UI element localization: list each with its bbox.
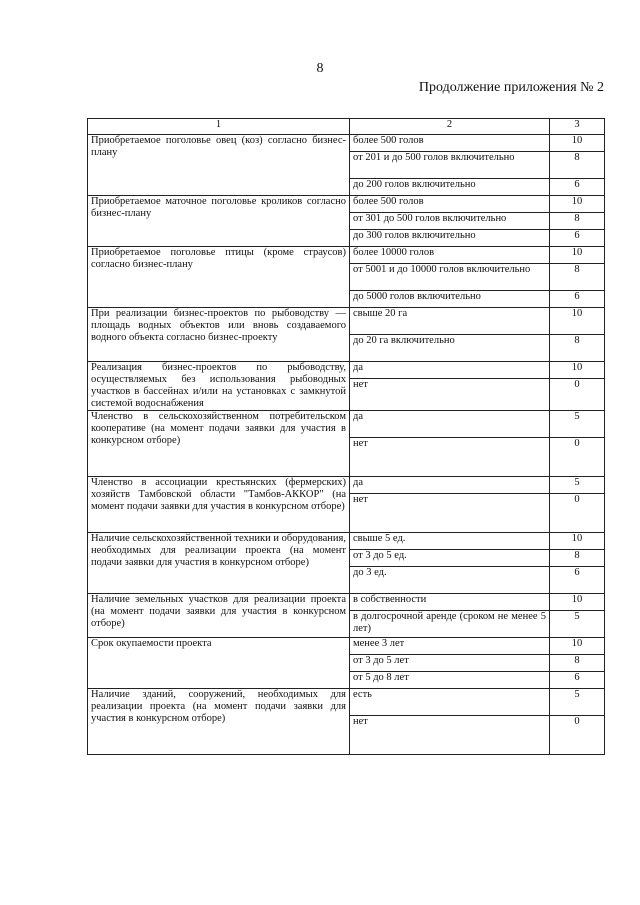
option-cell: от 5001 и до 10000 голов включительно [350,264,550,291]
option-cell: да [350,477,550,494]
points-cell: 6 [550,230,605,247]
option-cell: свыше 20 га [350,308,550,335]
points-cell: 10 [550,247,605,264]
points-cell: 6 [550,567,605,594]
criterion-cell: Членство в сельскохозяйственном потребительском кооперативе (на момент подачи заявки для участия в конкурсном отборе) [88,411,350,477]
option-cell: от 3 до 5 лет [350,655,550,672]
option-cell: до 200 голов включительно [350,179,550,196]
table-row [88,411,605,438]
criterion-cell: Наличие зданий, сооружений, необходимых для реализации проекта (на момент подачи заявки для участия в конкурсном отборе) [88,689,350,755]
points-cell: 10 [550,308,605,335]
points-cell: 8 [550,264,605,291]
appendix-continuation-label: Продолжение приложения № 2 [418,80,604,95]
points-cell: 8 [550,335,605,362]
option-cell: да [350,362,550,379]
option-cell: в долгосрочной аренде (сроком не менее 5 лет) [350,611,550,638]
points-cell: 0 [550,379,605,411]
points-cell: 10 [550,362,605,379]
option-cell: свыше 5 ед. [350,533,550,550]
option-cell: в собственности [350,594,550,611]
points-cell: 0 [550,716,605,755]
option-cell: нет [350,438,550,477]
points-cell: 6 [550,179,605,196]
option-cell: от 301 до 500 голов включительно [350,213,550,230]
column-number-row [88,119,605,135]
points-cell: 6 [550,291,605,308]
option-cell: от 3 до 5 ед. [350,550,550,567]
points-cell: 0 [550,438,605,477]
criterion-cell: Приобретаемое поголовье птицы (кроме страусов) согласно бизнес-плану [88,247,350,308]
option-cell: да [350,411,550,438]
option-cell: нет [350,716,550,755]
criterion-cell: Приобретаемое маточное поголовье кроликов согласно бизнес-плану [88,196,350,247]
points-cell: 5 [550,611,605,638]
option-cell: нет [350,494,550,533]
option-cell: нет [350,379,550,411]
column-number: 3 [550,119,605,135]
points-cell: 10 [550,196,605,213]
criterion-cell: Приобретаемое поголовье овец (коз) согласно бизнес-плану [88,135,350,196]
criteria-table [87,118,605,755]
points-cell: 8 [550,550,605,567]
points-cell: 5 [550,477,605,494]
points-cell: 8 [550,213,605,230]
points-cell: 8 [550,655,605,672]
points-cell: 5 [550,411,605,438]
option-cell: от 5 до 8 лет [350,672,550,689]
column-number: 2 [350,119,550,135]
table-row [88,247,605,264]
option-cell: есть [350,689,550,716]
table-row [88,594,605,611]
table-row [88,689,605,716]
points-cell: 10 [550,135,605,152]
table-row [88,533,605,550]
option-cell: от 201 и до 500 голов включительно [350,152,550,179]
criterion-cell: Членство в ассоциации крестьянских (фермерских) хозяйств Тамбовской области "Тамбов-АККОР" (на момент подачи заявки для участия в конкурсном отборе) [88,477,350,533]
page-number: 8 [316,61,324,76]
option-cell: более 500 голов [350,135,550,152]
table-row [88,196,605,213]
criterion-cell: Срок окупаемости проекта [88,638,350,689]
option-cell: более 10000 голов [350,247,550,264]
criterion-cell: Реализация бизнес-проектов по рыбоводству, осуществляемых без использования рыбоводных участков в бассейнах и/или на установках с замкнутой системой водоснабжения [88,362,350,411]
table-row [88,477,605,494]
table-row [88,362,605,379]
table-row [88,638,605,655]
points-cell: 6 [550,672,605,689]
option-cell: до 20 га включительно [350,335,550,362]
column-number: 1 [88,119,350,135]
option-cell: до 3 ед. [350,567,550,594]
points-cell: 0 [550,494,605,533]
table-row [88,135,605,152]
points-cell: 10 [550,594,605,611]
criterion-cell: Наличие сельскохозяйственной техники и оборудования, необходимых для реализации проекта (на момент подачи заявки для участия в конкурсном отборе) [88,533,350,594]
criterion-cell: Наличие земельных участков для реализации проекта (на момент подачи заявки для участия в конкурсном отборе) [88,594,350,638]
points-cell: 5 [550,689,605,716]
criteria-table-body [88,135,605,755]
option-cell: менее 3 лет [350,638,550,655]
criterion-cell: При реализации бизнес-проектов по рыбоводству — площадь водных объектов или вновь создаваемого водного объекта согласно бизнес-проекту [88,308,350,362]
option-cell: до 5000 голов включительно [350,291,550,308]
points-cell: 10 [550,638,605,655]
points-cell: 8 [550,152,605,179]
option-cell: более 500 голов [350,196,550,213]
table-row [88,308,605,335]
points-cell: 10 [550,533,605,550]
option-cell: до 300 голов включительно [350,230,550,247]
